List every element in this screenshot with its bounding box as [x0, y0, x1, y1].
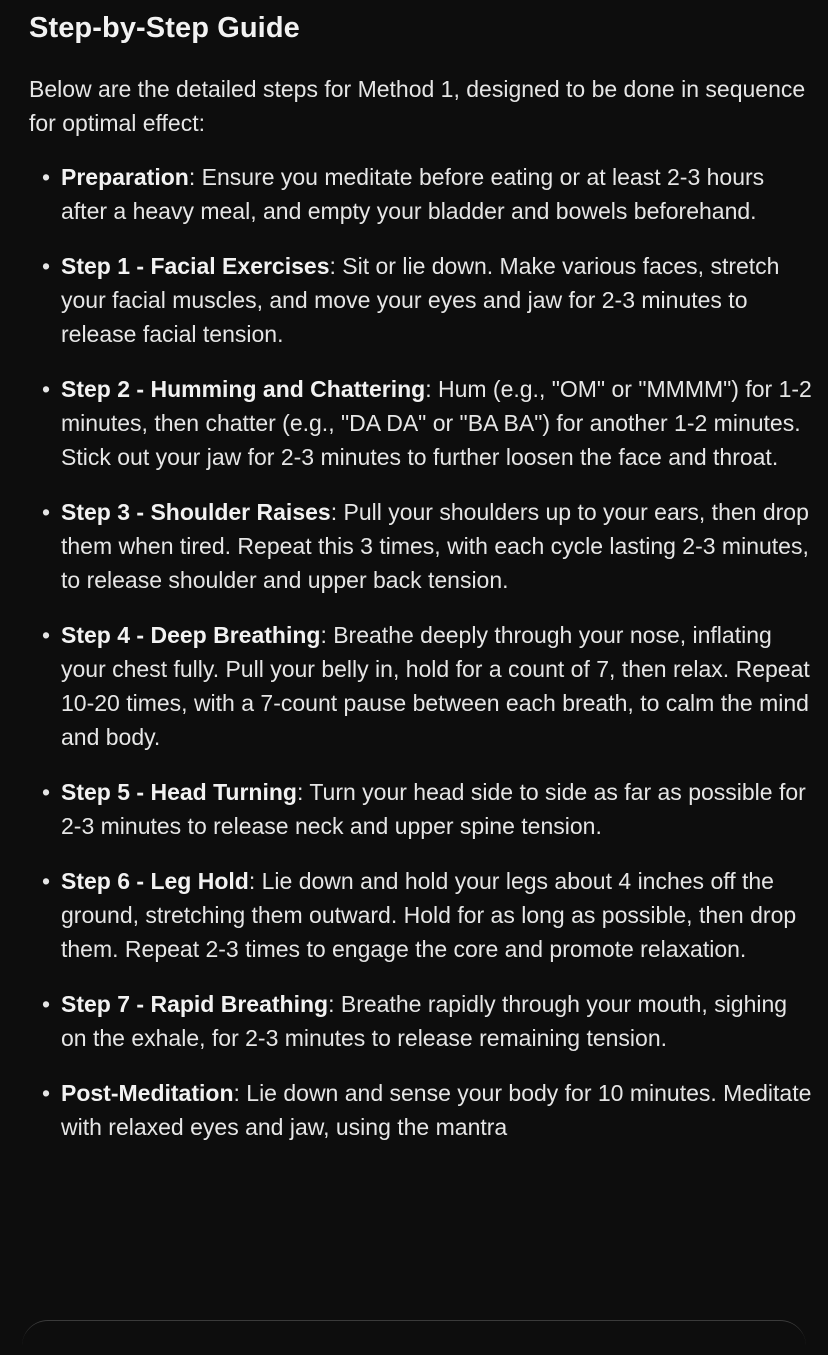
list-item: [29, 775, 814, 843]
step-title: Step 1 - Facial Exercises: [61, 253, 330, 279]
bullet-icon: •: [41, 991, 51, 1017]
list-item: [29, 249, 814, 351]
step-title: Step 6 - Leg Hold: [61, 868, 249, 894]
step-title: Step 5 - Head Turning: [61, 779, 297, 805]
step-title: Post-Meditation: [61, 1080, 234, 1106]
bullet-icon: •: [41, 622, 51, 648]
bullet-icon: •: [41, 164, 51, 190]
list-item: [29, 864, 814, 966]
list-item: [29, 987, 814, 1055]
step-text: : Sit or lie down. Make various faces, stretch your facial muscles, and move your eyes and jaw for 2-3 minutes to release facial tension.: [61, 253, 780, 347]
steps-list: [29, 160, 814, 1144]
step-text: : Turn your head side to side as far as possible for 2-3 minutes to release neck and upper spine tension.: [61, 779, 806, 839]
step-title: Step 3 - Shoulder Raises: [61, 499, 331, 525]
list-item: [29, 618, 814, 754]
bullet-icon: •: [41, 1080, 51, 1106]
step-text: : Ensure you meditate before eating or at least 2-3 hours after a heavy meal, and empty your bladder and bowels beforehand.: [61, 164, 765, 224]
step-title: Step 7 - Rapid Breathing: [61, 991, 329, 1017]
step-text: : Hum (e.g., "OM" or "MMMM") for 1-2 minutes, then chatter (e.g., "DA DA" or "BA BA") for another 1-2 minutes. Stick out your jaw for 2-3 minutes to further loosen the face and throat.: [61, 376, 812, 470]
section-heading: Step-by-Step Guide: [29, 12, 300, 44]
bullet-icon: •: [41, 499, 51, 525]
step-text: : Lie down and sense your body for 10 minutes. Meditate with relaxed eyes and jaw, using the mantra: [61, 1080, 812, 1140]
list-item: [29, 160, 814, 228]
step-title: Step 4 - Deep Breathing: [61, 622, 321, 648]
step-text: : Breathe deeply through your nose, inflating your chest fully. Pull your belly in, hold for a count of 7, then relax. Repeat 10-20 times, with a 7-count pause between each breath, to calm the mind and body.: [61, 622, 810, 750]
list-item: [29, 372, 814, 474]
bottom-sheet-edge[interactable]: [22, 1320, 806, 1355]
step-text: : Breathe rapidly through your mouth, sighing on the exhale, for 2-3 minutes to release remaining tension.: [61, 991, 788, 1051]
step-text: : Lie down and hold your legs about 4 inches off the ground, stretching them outward. Hold for as long as possible, then drop them. Repeat 2-3 times to engage the core and promote relaxation.: [61, 868, 797, 962]
bullet-icon: •: [41, 253, 51, 279]
bullet-icon: •: [41, 868, 51, 894]
bullet-icon: •: [41, 779, 51, 805]
step-title: Preparation: [61, 164, 189, 190]
step-title: Step 2 - Humming and Chattering: [61, 376, 426, 402]
list-item: [29, 1076, 814, 1144]
bullet-icon: •: [41, 376, 51, 402]
intro-paragraph: Below are the detailed steps for Method 1, designed to be done in sequence for optimal effect:: [29, 76, 806, 136]
list-item: [29, 495, 814, 597]
step-text: : Pull your shoulders up to your ears, then drop them when tired. Repeat this 3 times, with each cycle lasting 2-3 minutes, to release shoulder and upper back tension.: [61, 499, 809, 593]
message-content: [29, 8, 814, 1165]
